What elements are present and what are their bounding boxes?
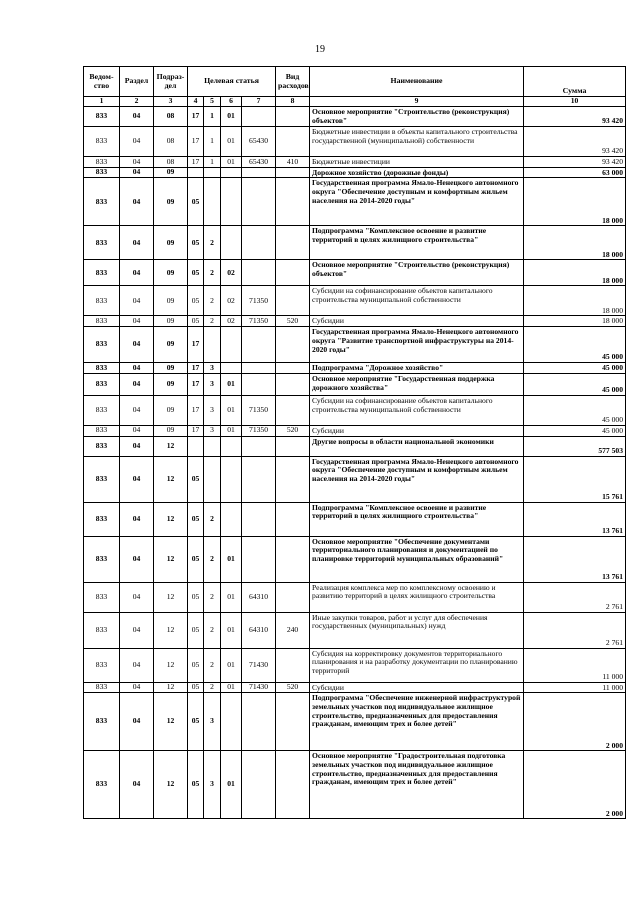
name-cell: Дорожное хозяйство (дорожные фонды): [310, 167, 524, 178]
vedomstvo-cell: 833: [84, 693, 120, 751]
podrazdel-cell: 09: [154, 373, 188, 395]
expense-type-cell: [276, 436, 310, 456]
target-part3-cell: [221, 456, 242, 502]
target-part1-cell: 05: [188, 456, 204, 502]
target-part4-cell: 64310: [242, 582, 276, 612]
name-cell: Подпрограмма "Комплексное освоение и развитие территорий в целях жилищного строительства": [310, 502, 524, 536]
sum-cell: 45 000: [524, 395, 626, 425]
target-part2-cell: 2: [204, 648, 221, 682]
target-part1-cell: 05: [188, 582, 204, 612]
header-celevaya-statya: Целевая статья: [188, 67, 276, 97]
target-part2-cell: 2: [204, 226, 221, 260]
name-cell: Бюджетные инвестиции в объекты капитального строительства государственной (муниципальной) собственности: [310, 127, 524, 157]
sum-cell: 2 000: [524, 693, 626, 751]
podrazdel-cell: 09: [154, 260, 188, 286]
razdel-cell: 04: [120, 127, 154, 157]
razdel-cell: 04: [120, 582, 154, 612]
podrazdel-cell: 12: [154, 612, 188, 648]
target-part3-cell: 01: [221, 107, 242, 127]
name-cell: Субсидии на софинансирование объектов капитального строительства муниципальной собственности: [310, 395, 524, 425]
expense-type-cell: [276, 693, 310, 751]
razdel-cell: 04: [120, 373, 154, 395]
target-part3-cell: 02: [221, 286, 242, 316]
podrazdel-cell: 12: [154, 456, 188, 502]
razdel-cell: 04: [120, 456, 154, 502]
expense-type-cell: [276, 107, 310, 127]
name-cell: Основное мероприятие "Строительство (реконструкция) объектов": [310, 260, 524, 286]
podrazdel-cell: 08: [154, 127, 188, 157]
target-part4-cell: 71430: [242, 648, 276, 682]
header-naimenovanie: Наименование: [310, 67, 524, 97]
table-row: [84, 286, 626, 316]
vedomstvo-cell: 833: [84, 127, 120, 157]
razdel-cell: 04: [120, 648, 154, 682]
page-number: 19: [315, 44, 325, 55]
target-part1-cell: 05: [188, 612, 204, 648]
target-part1-cell: 05: [188, 260, 204, 286]
podrazdel-cell: 12: [154, 502, 188, 536]
vedomstvo-cell: 833: [84, 327, 120, 363]
target-part4-cell: [242, 107, 276, 127]
sum-cell: 18 000: [524, 316, 626, 327]
target-part1-cell: 17: [188, 127, 204, 157]
target-part2-cell: 3: [204, 751, 221, 819]
target-part1-cell: [188, 436, 204, 456]
expense-type-cell: [276, 395, 310, 425]
target-part2-cell: 2: [204, 682, 221, 693]
sum-cell: 45 000: [524, 363, 626, 374]
target-part1-cell: 17: [188, 395, 204, 425]
name-cell: Субсидии: [310, 425, 524, 436]
target-part2-cell: [204, 167, 221, 178]
podrazdel-cell: 09: [154, 226, 188, 260]
expense-type-cell: [276, 751, 310, 819]
target-part3-cell: 01: [221, 682, 242, 693]
table-row: [84, 582, 626, 612]
target-part3-cell: [221, 178, 242, 226]
razdel-cell: 04: [120, 316, 154, 327]
target-part2-cell: 3: [204, 373, 221, 395]
razdel-cell: 04: [120, 395, 154, 425]
table-row: [84, 682, 626, 693]
table-row: [84, 373, 626, 395]
sum-cell: 45 000: [524, 373, 626, 395]
target-part1-cell: 05: [188, 226, 204, 260]
header-vedomstvo: Ведом-ство: [84, 67, 120, 97]
target-part1-cell: 17: [188, 363, 204, 374]
column-number: 2: [120, 97, 154, 107]
target-part4-cell: [242, 178, 276, 226]
razdel-cell: 04: [120, 536, 154, 582]
vedomstvo-cell: 833: [84, 363, 120, 374]
column-number: 8: [276, 97, 310, 107]
table-body: [84, 107, 626, 819]
podrazdel-cell: 09: [154, 327, 188, 363]
razdel-cell: 04: [120, 363, 154, 374]
target-part2-cell: 1: [204, 127, 221, 157]
table-row: [84, 316, 626, 327]
budget-table: [83, 66, 626, 819]
razdel-cell: 04: [120, 612, 154, 648]
podrazdel-cell: 08: [154, 157, 188, 168]
podrazdel-cell: 08: [154, 107, 188, 127]
column-number-row: [84, 97, 626, 107]
target-part1-cell: 17: [188, 157, 204, 168]
target-part1-cell: 05: [188, 751, 204, 819]
target-part3-cell: [221, 167, 242, 178]
razdel-cell: 04: [120, 682, 154, 693]
target-part3-cell: 01: [221, 536, 242, 582]
name-cell: Основное мероприятие "Градостроительная подготовка земельных участков под индивидуальное жилищное строительство, предназначенных для предоставления гражданам, имеющим трех и более детей": [310, 751, 524, 819]
expense-type-cell: 410: [276, 157, 310, 168]
target-part4-cell: [242, 436, 276, 456]
expense-type-cell: 520: [276, 425, 310, 436]
target-part3-cell: [221, 327, 242, 363]
column-number: 1: [84, 97, 120, 107]
sum-cell: 13 761: [524, 536, 626, 582]
column-number: 5: [204, 97, 221, 107]
name-cell: Бюджетные инвестиции: [310, 157, 524, 168]
target-part4-cell: [242, 327, 276, 363]
sum-cell: 11 000: [524, 682, 626, 693]
razdel-cell: 04: [120, 751, 154, 819]
razdel-cell: 04: [120, 226, 154, 260]
name-cell: Субсидии: [310, 316, 524, 327]
name-cell: Субсидии: [310, 682, 524, 693]
target-part4-cell: 65430: [242, 127, 276, 157]
expense-type-cell: [276, 167, 310, 178]
target-part1-cell: 05: [188, 286, 204, 316]
column-number: 4: [188, 97, 204, 107]
name-cell: Государственная программа Ямало-Ненецкого автономного округа "Обеспечение доступным и комфортным жильем населения на 2014-2020 годы": [310, 178, 524, 226]
table-row: [84, 127, 626, 157]
target-part4-cell: 65430: [242, 157, 276, 168]
expense-type-cell: [276, 582, 310, 612]
target-part2-cell: 3: [204, 425, 221, 436]
name-cell: Подпрограмма "Обеспечение инженерной инфраструктурой земельных участков под индивидуальное жилищное строительство, предназначенных для предоставления гражданам, имеющим трех и более детей": [310, 693, 524, 751]
sum-cell: 18 000: [524, 226, 626, 260]
podrazdel-cell: 09: [154, 395, 188, 425]
expense-type-cell: [276, 226, 310, 260]
expense-type-cell: [276, 363, 310, 374]
razdel-cell: 04: [120, 693, 154, 751]
target-part2-cell: 2: [204, 260, 221, 286]
vedomstvo-cell: 833: [84, 395, 120, 425]
table-row: [84, 178, 626, 226]
razdel-cell: 04: [120, 157, 154, 168]
razdel-cell: 04: [120, 178, 154, 226]
table-row: [84, 456, 626, 502]
vedomstvo-cell: 833: [84, 612, 120, 648]
name-cell: Субсидии на софинансирование объектов капитального строительства муниципальной собственности: [310, 286, 524, 316]
name-cell: Государственная программа Ямало-Ненецкого автономного округа "Обеспечение доступным и комфортным жильем населения на 2014-2020 годы": [310, 456, 524, 502]
target-part1-cell: 05: [188, 178, 204, 226]
target-part3-cell: 01: [221, 648, 242, 682]
razdel-cell: 04: [120, 425, 154, 436]
expense-type-cell: 520: [276, 682, 310, 693]
podrazdel-cell: 12: [154, 436, 188, 456]
target-part2-cell: [204, 456, 221, 502]
expense-type-cell: 240: [276, 612, 310, 648]
header-summa: Сумма: [524, 67, 626, 97]
table-row: [84, 395, 626, 425]
target-part3-cell: [221, 436, 242, 456]
target-part1-cell: 17: [188, 107, 204, 127]
sum-cell: 45 000: [524, 327, 626, 363]
target-part2-cell: 3: [204, 363, 221, 374]
target-part3-cell: 02: [221, 316, 242, 327]
sum-cell: 93 420: [524, 107, 626, 127]
expense-type-cell: [276, 648, 310, 682]
header-row: [84, 67, 626, 97]
sum-cell: 15 761: [524, 456, 626, 502]
name-cell: Основное мероприятие "Обеспечение документами территориального планирования и документацией по планировке территорий муниципальных образований": [310, 536, 524, 582]
vedomstvo-cell: 833: [84, 536, 120, 582]
target-part3-cell: [221, 363, 242, 374]
sum-cell: 2 000: [524, 751, 626, 819]
razdel-cell: 04: [120, 260, 154, 286]
target-part4-cell: 71430: [242, 682, 276, 693]
header-vid-rashodov: Вид расходов: [276, 67, 310, 97]
razdel-cell: 04: [120, 436, 154, 456]
target-part3-cell: 02: [221, 260, 242, 286]
header-razdel: Раздел: [120, 67, 154, 97]
expense-type-cell: [276, 502, 310, 536]
target-part3-cell: 01: [221, 425, 242, 436]
podrazdel-cell: 09: [154, 286, 188, 316]
target-part4-cell: [242, 363, 276, 374]
target-part3-cell: 01: [221, 751, 242, 819]
target-part1-cell: 05: [188, 648, 204, 682]
sum-cell: 2 761: [524, 582, 626, 612]
vedomstvo-cell: 833: [84, 502, 120, 536]
vedomstvo-cell: 833: [84, 107, 120, 127]
target-part3-cell: [221, 502, 242, 536]
target-part1-cell: [188, 167, 204, 178]
target-part3-cell: [221, 693, 242, 751]
target-part4-cell: [242, 167, 276, 178]
target-part4-cell: [242, 693, 276, 751]
table-row: [84, 327, 626, 363]
target-part2-cell: 2: [204, 502, 221, 536]
name-cell: Государственная программа Ямало-Ненецкого автономного округа "Развитие транспортной инфраструктуры на 2014-2020 годы": [310, 327, 524, 363]
table-row: [84, 436, 626, 456]
podrazdel-cell: 09: [154, 316, 188, 327]
target-part1-cell: 17: [188, 327, 204, 363]
podrazdel-cell: 12: [154, 751, 188, 819]
table-row: [84, 226, 626, 260]
sum-cell: 18 000: [524, 260, 626, 286]
razdel-cell: 04: [120, 286, 154, 316]
target-part4-cell: [242, 536, 276, 582]
table-row: [84, 167, 626, 178]
target-part4-cell: 71350: [242, 286, 276, 316]
vedomstvo-cell: 833: [84, 226, 120, 260]
podrazdel-cell: 12: [154, 536, 188, 582]
sum-cell: 18 000: [524, 286, 626, 316]
sum-cell: 93 420: [524, 127, 626, 157]
target-part1-cell: 05: [188, 693, 204, 751]
target-part4-cell: [242, 502, 276, 536]
podrazdel-cell: 12: [154, 648, 188, 682]
table-row: [84, 648, 626, 682]
vedomstvo-cell: 833: [84, 456, 120, 502]
expense-type-cell: [276, 327, 310, 363]
table-row: [84, 502, 626, 536]
sum-cell: 13 761: [524, 502, 626, 536]
table-row: [84, 107, 626, 127]
target-part3-cell: 01: [221, 582, 242, 612]
target-part4-cell: 64310: [242, 612, 276, 648]
sum-cell: 2 761: [524, 612, 626, 648]
vedomstvo-cell: 833: [84, 260, 120, 286]
expense-type-cell: [276, 178, 310, 226]
name-cell: Подпрограмма "Комплексное освоение и развитие территорий в целях жилищного строительства": [310, 226, 524, 260]
target-part3-cell: [221, 226, 242, 260]
target-part3-cell: 01: [221, 127, 242, 157]
target-part2-cell: 2: [204, 286, 221, 316]
sum-cell: 93 420: [524, 157, 626, 168]
vedomstvo-cell: 833: [84, 682, 120, 693]
header-podrazdel: Подраз-дел: [154, 67, 188, 97]
column-number: 10: [524, 97, 626, 107]
target-part3-cell: 01: [221, 157, 242, 168]
vedomstvo-cell: 833: [84, 648, 120, 682]
podrazdel-cell: 12: [154, 582, 188, 612]
table-row: [84, 751, 626, 819]
vedomstvo-cell: 833: [84, 286, 120, 316]
podrazdel-cell: 09: [154, 425, 188, 436]
target-part4-cell: 71350: [242, 395, 276, 425]
target-part2-cell: [204, 436, 221, 456]
name-cell: Подпрограмма "Дорожное хозяйство": [310, 363, 524, 374]
table-row: [84, 693, 626, 751]
target-part1-cell: 05: [188, 502, 204, 536]
sum-cell: 11 000: [524, 648, 626, 682]
target-part3-cell: 01: [221, 612, 242, 648]
target-part4-cell: [242, 226, 276, 260]
podrazdel-cell: 12: [154, 693, 188, 751]
razdel-cell: 04: [120, 167, 154, 178]
target-part2-cell: 1: [204, 107, 221, 127]
vedomstvo-cell: 833: [84, 373, 120, 395]
expense-type-cell: [276, 286, 310, 316]
podrazdel-cell: 12: [154, 682, 188, 693]
sum-cell: 45 000: [524, 425, 626, 436]
sum-cell: 18 000: [524, 178, 626, 226]
name-cell: Иные закупки товаров, работ и услуг для обеспечения государственных (муниципальных) нужд: [310, 612, 524, 648]
table-row: [84, 612, 626, 648]
target-part4-cell: 71350: [242, 425, 276, 436]
podrazdel-cell: 09: [154, 167, 188, 178]
name-cell: Основное мероприятие "Строительство (реконструкция) объектов": [310, 107, 524, 127]
vedomstvo-cell: 833: [84, 582, 120, 612]
target-part2-cell: 3: [204, 693, 221, 751]
column-number: 7: [242, 97, 276, 107]
column-number: 3: [154, 97, 188, 107]
sum-cell: 63 000: [524, 167, 626, 178]
table-row: [84, 425, 626, 436]
target-part1-cell: 05: [188, 316, 204, 327]
target-part3-cell: 01: [221, 395, 242, 425]
expense-type-cell: [276, 536, 310, 582]
target-part2-cell: [204, 327, 221, 363]
vedomstvo-cell: 833: [84, 751, 120, 819]
expense-type-cell: [276, 373, 310, 395]
razdel-cell: 04: [120, 107, 154, 127]
target-part4-cell: [242, 456, 276, 502]
column-number: 6: [221, 97, 242, 107]
target-part3-cell: 01: [221, 373, 242, 395]
target-part2-cell: 2: [204, 612, 221, 648]
target-part4-cell: [242, 751, 276, 819]
target-part1-cell: 17: [188, 373, 204, 395]
target-part2-cell: 3: [204, 395, 221, 425]
vedomstvo-cell: 833: [84, 436, 120, 456]
target-part1-cell: 17: [188, 425, 204, 436]
table-row: [84, 536, 626, 582]
column-number: 9: [310, 97, 524, 107]
expense-type-cell: 520: [276, 316, 310, 327]
target-part2-cell: [204, 178, 221, 226]
vedomstvo-cell: 833: [84, 425, 120, 436]
target-part1-cell: 05: [188, 682, 204, 693]
table-row: [84, 363, 626, 374]
expense-type-cell: [276, 260, 310, 286]
name-cell: Субсидия на корректировку документов территориального планирования и на разработку документации по планированию территорий: [310, 648, 524, 682]
vedomstvo-cell: 833: [84, 178, 120, 226]
target-part2-cell: 1: [204, 157, 221, 168]
name-cell: Основное мероприятие "Государственная поддержка дорожного хозяйства": [310, 373, 524, 395]
vedomstvo-cell: 833: [84, 157, 120, 168]
razdel-cell: 04: [120, 327, 154, 363]
target-part1-cell: 05: [188, 536, 204, 582]
target-part2-cell: 2: [204, 536, 221, 582]
vedomstvo-cell: 833: [84, 316, 120, 327]
podrazdel-cell: 09: [154, 363, 188, 374]
expense-type-cell: [276, 127, 310, 157]
target-part2-cell: 2: [204, 582, 221, 612]
podrazdel-cell: 09: [154, 178, 188, 226]
razdel-cell: 04: [120, 502, 154, 536]
target-part2-cell: 2: [204, 316, 221, 327]
table-row: [84, 260, 626, 286]
expense-type-cell: [276, 456, 310, 502]
target-part4-cell: 71350: [242, 316, 276, 327]
table-row: [84, 157, 626, 168]
target-part4-cell: [242, 260, 276, 286]
name-cell: Реализация комплекса мер по комплексному освоению и развитию территорий в целях жилищного строительства: [310, 582, 524, 612]
target-part4-cell: [242, 373, 276, 395]
vedomstvo-cell: 833: [84, 167, 120, 178]
name-cell: Другие вопросы в области национальной экономики: [310, 436, 524, 456]
sum-cell: 577 503: [524, 436, 626, 456]
